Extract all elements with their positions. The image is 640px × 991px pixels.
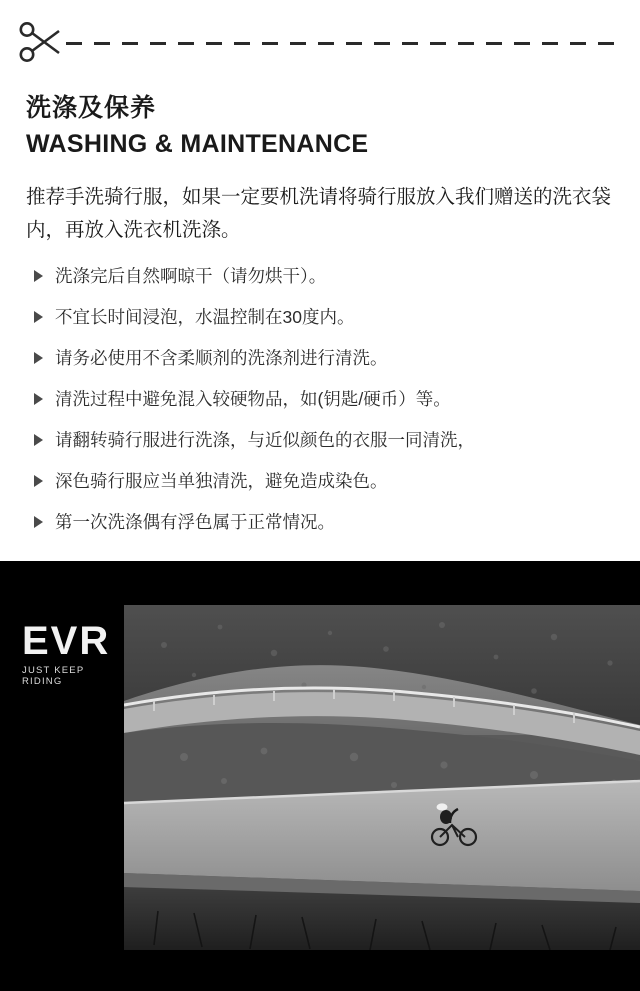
page-title-en: WASHING & MAINTENANCE [26, 130, 369, 158]
list-item [34, 511, 614, 533]
list-item-label: 请务必使用不含柔顺剂的洗涤剂进行清洗。 [55, 348, 388, 368]
content-area [0, 88, 640, 533]
page-title-cn: 洗涤及保养 [26, 94, 157, 122]
triangle-bullet-icon [34, 516, 43, 528]
list-item [34, 429, 614, 451]
brand-tagline-label: JUST KEEP RIDING [22, 665, 85, 687]
triangle-bullet-icon [34, 352, 43, 364]
list-item-label: 深色骑行服应当单独清洗，避免造成染色。 [55, 471, 388, 491]
list-item-label: 第一次洗涤偶有浮色属于正常情况。 [55, 512, 335, 532]
triangle-bullet-icon [34, 393, 43, 405]
brand-mark-label: EVR [22, 619, 111, 663]
list-item-label: 洗涤完后自然啊晾干（请勿烘干）。 [55, 266, 327, 286]
list-item [34, 388, 614, 410]
triangle-bullet-icon [34, 311, 43, 323]
triangle-bullet-icon [34, 270, 43, 282]
photo-block [0, 561, 640, 991]
list-item [34, 347, 614, 369]
list-item-label: 请翻转骑行服进行洗涤，与近似颜色的衣服一同清洗， [55, 430, 475, 450]
dashed-cut-line [66, 42, 616, 45]
intro-paragraph: 推荐手洗骑行服，如果一定要机洗请将骑行服放入我们赠送的洗衣袋内，再放入洗衣机洗涤。 [26, 186, 612, 241]
triangle-bullet-icon [34, 475, 43, 487]
list-item-label: 清洗过程中避免混入较硬物品，如(钥匙/硬币）等。 [55, 389, 451, 409]
list-item [34, 470, 614, 492]
brand-logo [22, 621, 118, 687]
cut-line-row [0, 0, 640, 72]
cyclist-photo [124, 605, 640, 950]
scissors-icon [18, 20, 62, 64]
list-item-label: 不宜长时间浸泡，水温控制在30度内。 [55, 307, 355, 327]
list-item [34, 265, 614, 287]
triangle-bullet-icon [34, 434, 43, 446]
instruction-list [26, 265, 614, 533]
list-item [34, 306, 614, 328]
